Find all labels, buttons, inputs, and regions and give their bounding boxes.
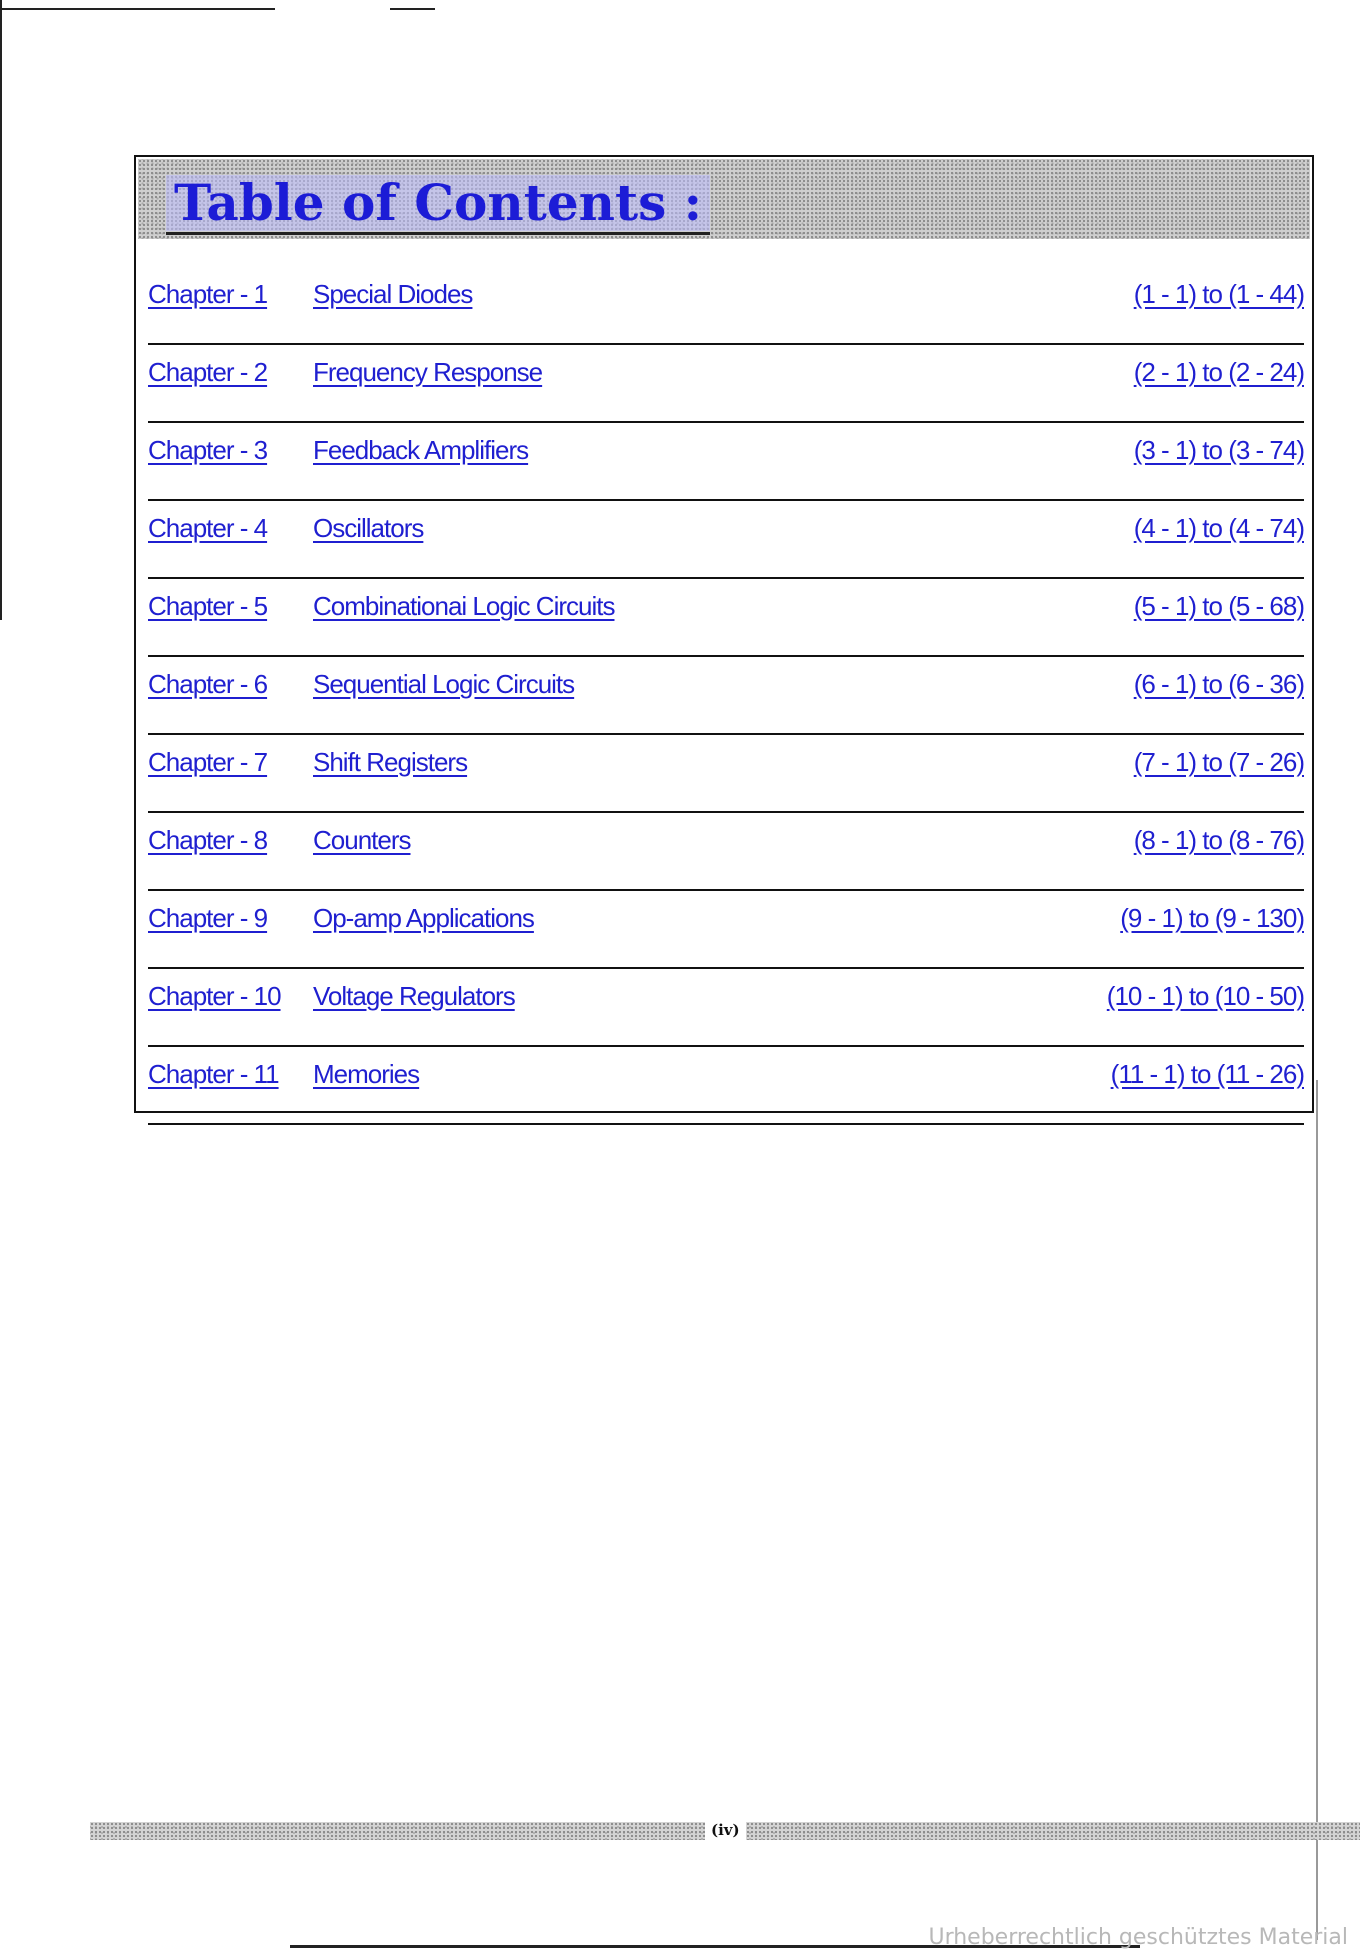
chapter-pages-link[interactable]: (3 - 1) to (3 - 74) (1133, 435, 1304, 465)
page-number: (iv) (705, 1820, 746, 1840)
toc-row (148, 501, 1304, 579)
toc-header (138, 159, 1310, 239)
toc-row (148, 267, 1304, 345)
chapter-title-link[interactable]: Memories (313, 1059, 420, 1089)
chapter-pages-link[interactable]: (4 - 1) to (4 - 74) (1133, 513, 1304, 543)
chapter-pages-link[interactable]: (11 - 1) to (11 - 26) (1110, 1059, 1304, 1089)
chapter-title-link[interactable]: Frequency Response (313, 357, 543, 387)
chapter-number-link[interactable]: Chapter - 6 (148, 669, 268, 699)
chapter-number-link[interactable]: Chapter - 7 (148, 747, 268, 777)
chapter-number-link[interactable]: Chapter - 10 (148, 981, 281, 1011)
toc-row (148, 579, 1304, 657)
toc-row (148, 345, 1304, 423)
chapter-number-link[interactable]: Chapter - 4 (148, 513, 268, 543)
chapter-title-link[interactable]: Combinationai Logic Circuits (313, 591, 615, 621)
chapter-number-link[interactable]: Chapter - 2 (148, 357, 268, 387)
page-title: Table of Contents : (166, 175, 710, 231)
scan-artifact-right-edge (1316, 1080, 1318, 1940)
toc-row (148, 891, 1304, 969)
chapter-number-link[interactable]: Chapter - 9 (148, 903, 268, 933)
toc-list (148, 267, 1304, 1125)
chapter-pages-link[interactable]: (1 - 1) to (1 - 44) (1133, 279, 1304, 309)
chapter-title-link[interactable]: Op-amp Applications (313, 903, 534, 933)
chapter-pages-link[interactable]: (9 - 1) to (9 - 130) (1120, 903, 1304, 933)
chapter-pages-link[interactable]: (8 - 1) to (8 - 76) (1133, 825, 1304, 855)
scan-artifact-top-line (390, 8, 435, 10)
toc-row (148, 969, 1304, 1047)
toc-row (148, 657, 1304, 735)
toc-frame (134, 155, 1314, 1113)
chapter-title-link[interactable]: Oscillators (313, 513, 424, 543)
toc-row (148, 1047, 1304, 1125)
chapter-pages-link[interactable]: (5 - 1) to (5 - 68) (1133, 591, 1304, 621)
chapter-number-link[interactable]: Chapter - 1 (148, 279, 268, 309)
toc-row (148, 735, 1304, 813)
chapter-number-link[interactable]: Chapter - 8 (148, 825, 268, 855)
scan-artifact-top-line (0, 8, 275, 10)
chapter-number-link[interactable]: Chapter - 11 (148, 1059, 279, 1089)
toc-row (148, 813, 1304, 891)
toc-row (148, 423, 1304, 501)
chapter-pages-link[interactable]: (6 - 1) to (6 - 36) (1133, 669, 1304, 699)
chapter-pages-link[interactable]: (10 - 1) to (10 - 50) (1106, 981, 1304, 1011)
chapter-title-link[interactable]: Special Diodes (313, 279, 473, 309)
chapter-title-link[interactable]: Voltage Regulators (313, 981, 515, 1011)
scan-artifact-left-edge (0, 0, 2, 620)
chapter-pages-link[interactable]: (7 - 1) to (7 - 26) (1133, 747, 1304, 777)
chapter-title-link[interactable]: Sequential Logic Circuits (313, 669, 575, 699)
chapter-title-link[interactable]: Shift Registers (313, 747, 468, 777)
chapter-number-link[interactable]: Chapter - 3 (148, 435, 268, 465)
chapter-pages-link[interactable]: (2 - 1) to (2 - 24) (1133, 357, 1304, 387)
chapter-title-link[interactable]: Feedback Amplifiers (313, 435, 529, 465)
chapter-number-link[interactable]: Chapter - 5 (148, 591, 268, 621)
chapter-title-link[interactable]: Counters (313, 825, 411, 855)
copyright-watermark: Urheberrechtlich geschütztes Material (928, 1925, 1348, 1950)
